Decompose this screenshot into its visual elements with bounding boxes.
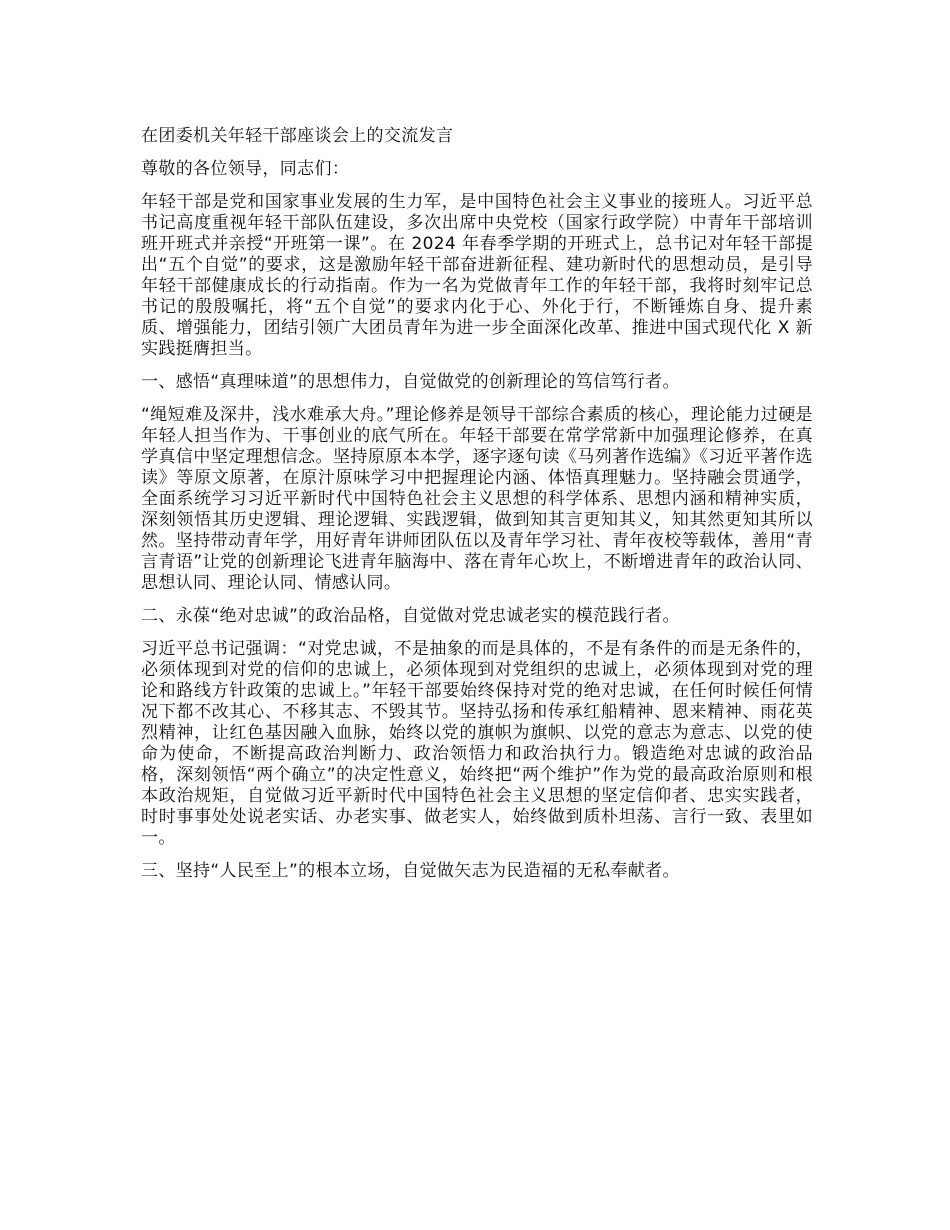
- intro-paragraph: 年轻干部是党和国家事业发展的生力军，是中国特色社会主义事业的接班人。习近平总书记高度重视年轻干部队伍建设，多次出席中央党校（国家行政学院）中青年干部培训班开班式并亲授“开班第一课”。在 2024 年春季学期的开班式上，总书记对年轻干部提出“五个自觉”的要求，这是激励年轻干部奋进新征程、建功新时代的思想动员，是引导年轻干部健康成长的行动指南。作为一名为党做青年工作的年轻干部，我将时刻牢记总书记的殷殷嘱托，将“五个自觉”的要求内化于心、外化于行，不断锤炼自身、提升素质、增强能力，团结引领广大团员青年为进一步全面深化改革、推进中国式现代化 X 新实践挺膺担当。: [141, 192, 813, 359]
- section-1-heading: 一、感悟“真理味道”的思想伟力，自觉做党的创新理论的笃信笃行者。: [141, 372, 680, 392]
- document-page: [141, 126, 813, 894]
- section-2-body: 习近平总书记强调：“对党忠诚，不是抽象的而是具体的，不是有条件的而是无条件的，必须体现到对党的信仰的忠诚上，必须体现到对党组织的忠诚上，必须体现到对党的理论和路线方针政策的忠诚上。”年轻干部要始终保持对党的绝对忠诚，在任何时候任何情况下都不改其心、不移其志、不毁其节。坚持弘扬和传承红船精神、恩来精神、雨花英烈精神，让红色基因融入血脉，始终以党的旗帜为旗帜、以党的意志为意志、以党的使命为使命，不断提高政治判断力、政治领悟力和政治执行力。锻造绝对忠诚的政治品格，深刻领悟“两个确立”的决定性意义，始终把“两个维护”作为党的最高政治原则和根本政治规矩，自觉做习近平新时代中国特色社会主义思想的坚定信仰者、忠实实践者，时时事事处处说老实话、办老实事、做老实人，始终做到质朴坦荡、言行一致、表里如一。: [141, 639, 813, 848]
- document-title: 在团委机关年轻干部座谈会上的交流发言: [141, 126, 454, 146]
- section-3-heading: 三、坚持“人民至上”的根本立场，自觉做矢志为民造福的无私奉献者。: [141, 861, 680, 881]
- section-2-heading: 二、永葆“绝对忠诚”的政治品格，自觉做对党忠诚老实的模范践行者。: [141, 606, 680, 626]
- section-1-body: “绳短难及深井，浅水难承大舟。”理论修养是领导干部综合素质的核心，理论能力过硬是年轻人担当作为、干事创业的底气所在。年轻干部要在常学常新中加强理论修养，在真学真信中坚定理想信念。坚持原原本本学，逐字逐句读《马列著作选编》《习近平著作选读》等原文原著，在原汁原味学习中把握理论内涵、体悟真理魅力。坚持融会贯通学，全面系统学习习近平新时代中国特色社会主义思想的科学体系、思想内涵和精神实质，深刻领悟其历史逻辑、理论逻辑、实践逻辑，做到知其言更知其义，知其然更知其所以然。坚持带动青年学，用好青年讲师团队伍以及青年学习社、青年夜校等载体，善用“青言青语”让党的创新理论飞进青年脑海中、落在青年心坎上，不断增进青年的政治认同、思想认同、理论认同、情感认同。: [141, 405, 813, 593]
- salutation: 尊敬的各位领导，同志们：: [141, 159, 350, 179]
